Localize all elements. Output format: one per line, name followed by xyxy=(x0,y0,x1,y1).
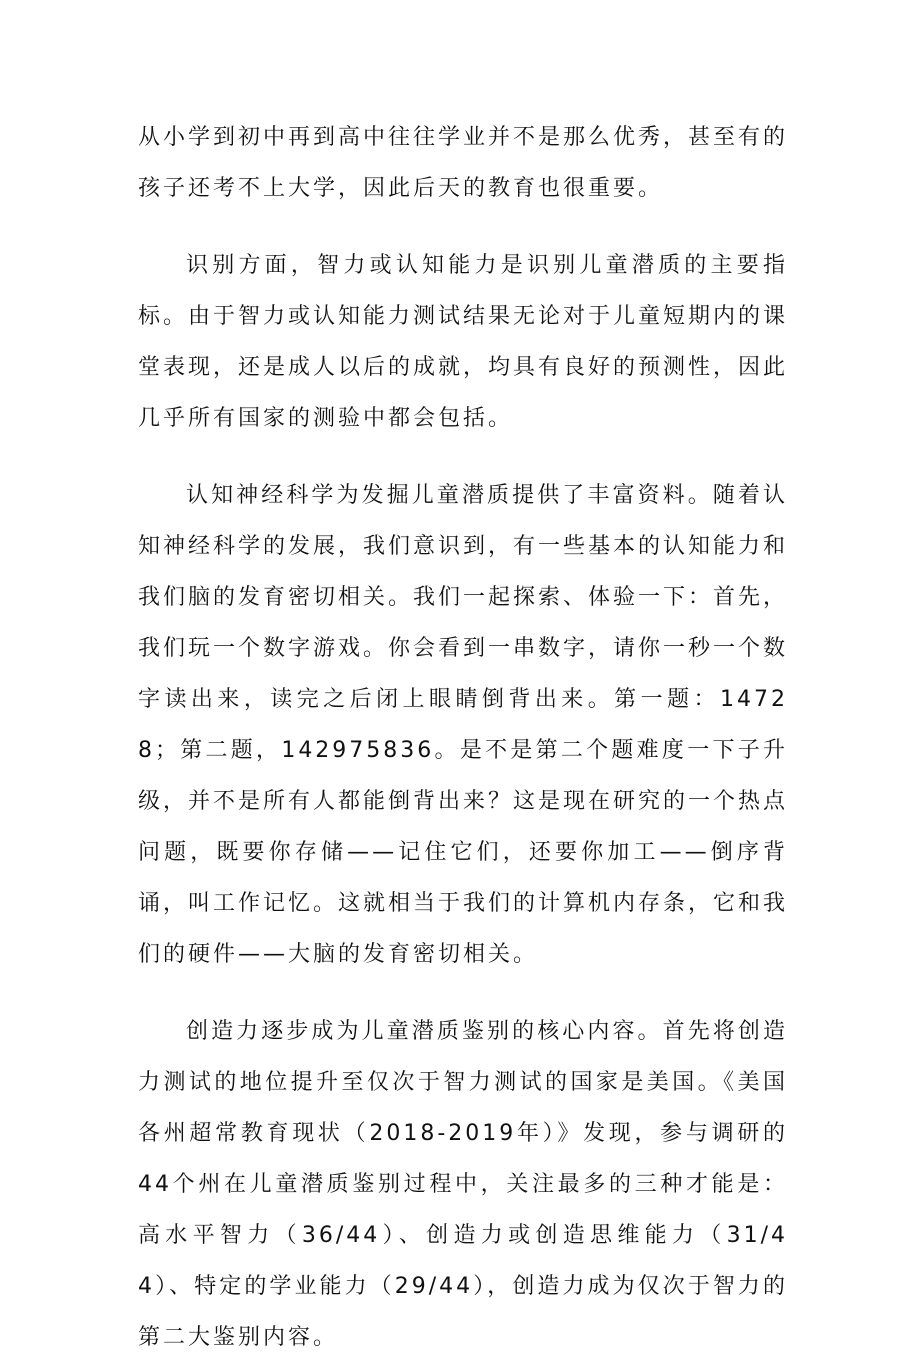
paragraph-continued: 从小学到初中再到高中往往学业并不是那么优秀，甚至有的孩子还考不上大学，因此后天的教育也很重要。 xyxy=(138,125,789,201)
document-page xyxy=(138,112,788,1363)
paragraph-identification: 识别方面，智力或认知能力是识别儿童潜质的主要指标。由于智力或认知能力测试结果无论对于儿童短期内的课堂表现，还是成人以后的成就，均具有良好的预测性，因此几乎所有国家的测验中都会包括。 xyxy=(138,253,789,431)
paragraph-cognitive-neuroscience: 认知神经科学为发掘儿童潜质提供了丰富资料。随着认知神经科学的发展，我们意识到，有一些基本的认知能力和我们脑的发育密切相关。我们一起探索、体验一下：首先，我们玩一个数字游戏。你会看到一串数字，请你一秒一个数字读出来，读完之后闭上眼睛倒背出来。第一题：14728；第二题，142975836。是不是第二个题难度一下子升级，并不是所有人都能倒背出来？这是现在研究的一个热点问题，既要你存储——记住它们，还要你加工——倒序背诵，叫工作记忆。这就相当于我们的计算机内存条，它和我们的硬件——大脑的发育密切相关。 xyxy=(138,483,789,967)
paragraph-creativity: 创造力逐步成为儿童潜质鉴别的核心内容。首先将创造力测试的地位提升至仅次于智力测试的国家是美国。《美国各州超常教育现状（2018-2019年）》发现，参与调研的44个州在儿童潜质鉴别过程中，关注最多的三种才能是：高水平智力（36/44）、创造力或创造思维能力（31/44）、特定的学业能力（29/44），创造力成为仅次于智力的第二大鉴别内容。 xyxy=(138,1019,788,1350)
